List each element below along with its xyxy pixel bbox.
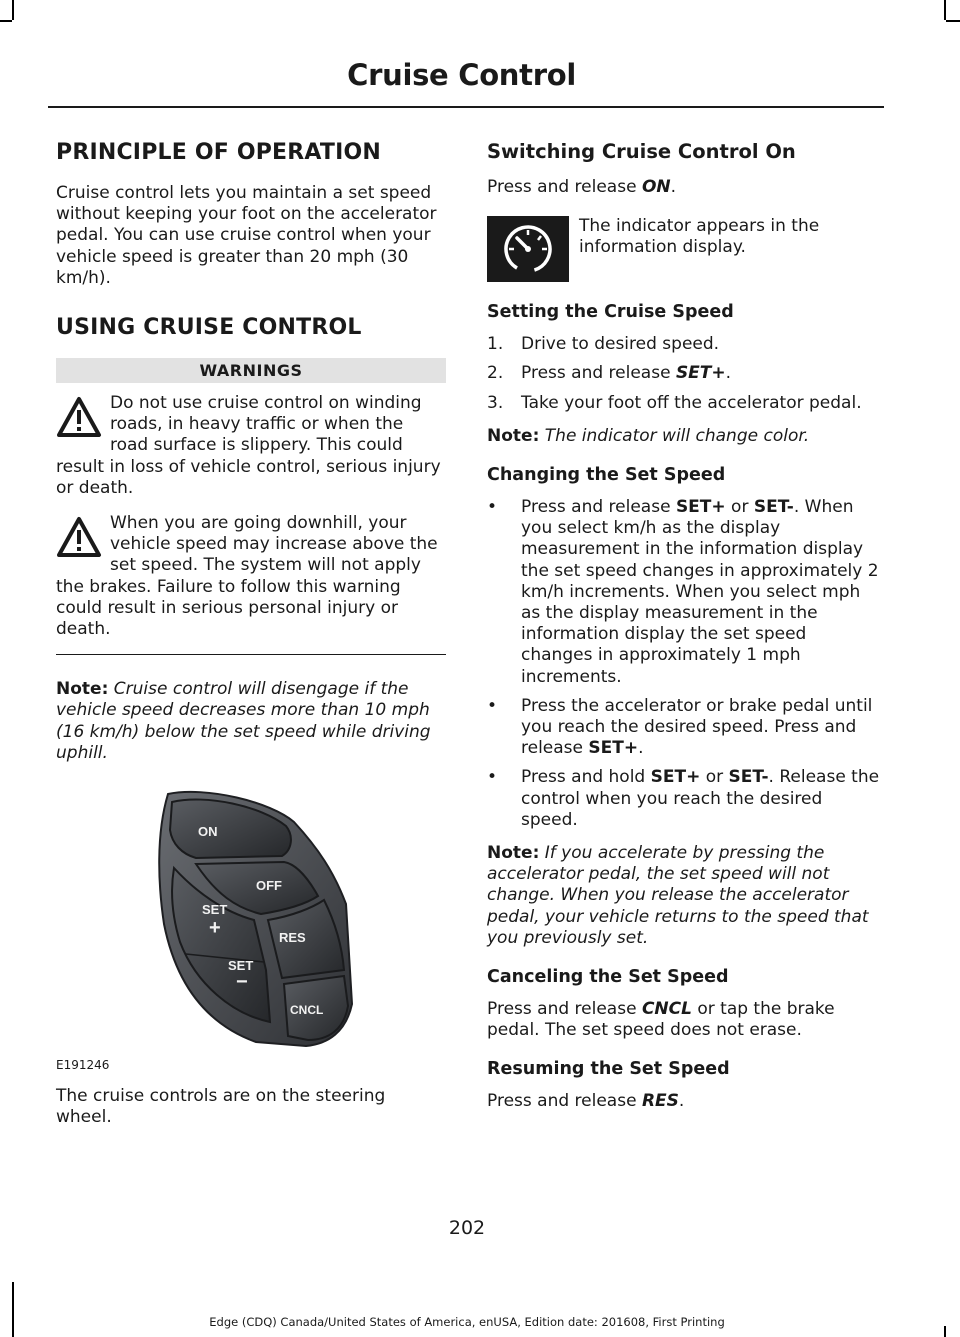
heading-switching: Switching Cruise Control On [487,140,796,163]
warning-1 [56,393,446,499]
text-run: . When you select km/h as the display measurement in the information display the set speed changes in approximately 2 km/h increments. When you select mph as the display measurement in the information display the set speed changes in approximately 1 mph increments. [521,497,879,687]
key-set-plus: SET+ [675,497,726,518]
key-set-plus: SET+ [650,767,701,788]
heading-canceling: Canceling the Set Speed [487,967,729,988]
bullet: • [487,497,498,518]
crop-mark [946,20,960,22]
text-run: Press and release [487,1091,642,1112]
text-run: . [638,738,644,759]
list-item [487,363,883,384]
text-run: or [700,767,729,788]
note-accelerate [487,843,883,949]
text-run: Press and release [521,363,676,384]
list-item [487,497,883,688]
set-plus-label: SET [202,902,228,918]
warnings-end-rule [56,654,446,655]
text-run: Press and hold [521,767,651,788]
off-label: OFF [256,878,282,894]
warning-triangle-icon [56,515,102,561]
warning-2 [56,513,446,640]
text-run: . Release the control when you reach the desired speed. [521,767,880,830]
key-set-plus: SET+ [588,738,639,759]
page-header-title: Cruise Control [347,58,576,92]
indicator-row [487,216,883,282]
changing-bullets [487,497,883,831]
cruise-controls-figure [56,774,446,1074]
heading-setting: Setting the Cruise Speed [487,302,734,323]
text-run: . [678,1091,685,1112]
heading-principle: PRINCIPLE OF OPERATION [56,140,382,165]
bullet: • [487,695,498,716]
setting-steps [487,334,883,414]
cruise-indicator-icon [487,216,569,282]
text-run: Press and release [487,177,642,197]
cancel-text [487,999,883,1041]
resume-text [487,1091,883,1112]
warnings-header: WARNINGS [56,358,446,383]
text-run: Press and release [487,999,642,1020]
footer-edition: Edge (CDQ) Canada/United States of America, enUSA, Edition date: 201608, First Printing [209,1315,725,1329]
warning-1-text: Do not use cruise control on winding roads, in heavy traffic or when the road surface is slippery. This could result in loss of vehicle control, serious injury or death. [56,393,441,498]
crop-mark [0,20,12,22]
text-run: Drive to desired speed. [521,334,720,355]
crop-mark [944,1326,946,1337]
res-label: RES [279,930,306,946]
list-item [487,393,883,414]
on-label: ON [198,824,218,840]
text-run: . [670,177,677,197]
key-set-plus: SET+ [675,363,726,384]
step-number: 1. [487,334,504,355]
plus-glyph: + [209,917,221,940]
minus-glyph: − [236,971,248,994]
set-minus-label: SET [228,958,254,974]
step-number: 2. [487,363,504,384]
header-rule [48,106,884,108]
crop-mark [12,0,14,20]
cncl-label: CNCL [290,1003,324,1018]
note-text: The indicator will change color. [544,425,810,446]
heading-using: USING CRUISE CONTROL [56,315,362,341]
list-item [487,334,883,355]
text-run: Take your foot off the accelerator pedal. [521,392,862,413]
key-on: ON [641,177,671,197]
note-label: Note: [487,843,540,864]
principle-text: Cruise control lets you maintain a set speed without keeping your foot on the accelerator pedal. You can use cruise control when your vehicle speed is greater than 20 mph (30 km/h). [56,183,437,288]
indicator-text: The indicator appears in the information display. [579,216,820,258]
crop-mark [944,0,946,20]
text-run: Press the accelerator or brake pedal until you reach the desired speed. Press and release [521,695,873,759]
steering-wheel-controls-illustration [56,774,446,1074]
note-indicator [487,426,883,447]
step-number: 3. [487,392,504,413]
figure-code: E191246 [56,1058,110,1073]
text-run: or tap the brake pedal. The set speed does not erase. [487,999,835,1041]
left-column [56,140,446,1146]
page-number: 202 [448,1217,486,1239]
figure-caption: The cruise controls are on the steering wheel. [56,1086,386,1128]
note-text: Cruise control will disengage if the vehicle speed decreases more than 10 mph (16 km/h) below the set speed while driving uphill. [56,679,431,763]
key-res: RES [641,1091,679,1112]
warning-2-text: When you are going downhill, your vehicle speed may increase above the set speed. The system will not apply the brakes. Failure to follow this warning could result in serious personal injury or death. [56,513,438,640]
note-label: Note: [487,425,540,446]
warning-triangle-icon [56,395,102,441]
note-text: If you accelerate by pressing the accelerator pedal, the set speed will not change. When you release the accelerator pedal, your vehicle returns to the speed that you previously set. [487,843,869,948]
list-item [487,767,883,831]
note-disengage [56,679,446,764]
list-item [487,696,883,760]
switch-text [487,177,883,198]
right-column [487,140,883,1131]
text-run: . [725,363,732,384]
heading-resuming: Resuming the Set Speed [487,1059,730,1080]
bullet: • [487,767,498,788]
text-run: Press and release [521,497,676,518]
heading-changing: Changing the Set Speed [487,465,726,486]
key-cncl: CNCL [641,999,692,1020]
key-set-minus: SET- [753,497,794,518]
key-set-minus: SET- [728,767,769,788]
note-label: Note: [56,679,109,700]
text-run: or [725,497,754,518]
